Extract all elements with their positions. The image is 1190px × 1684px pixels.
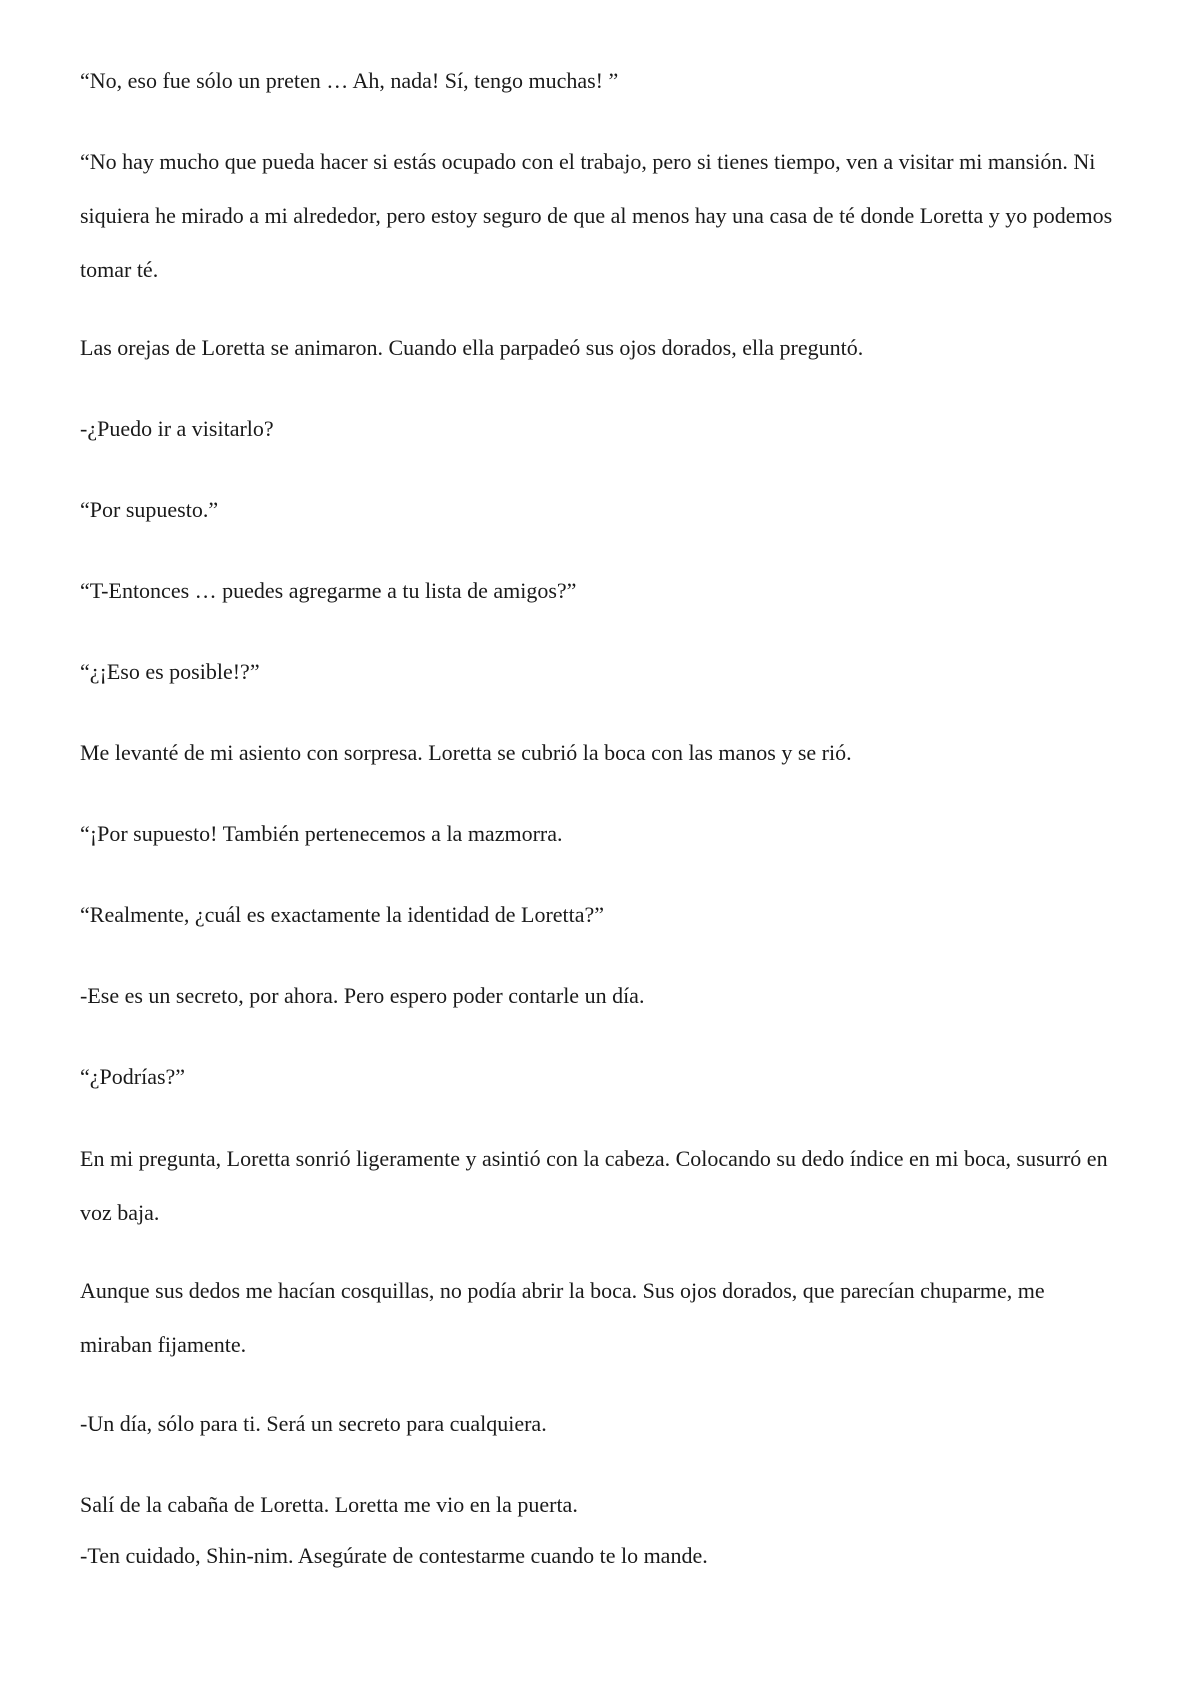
- paragraph-15: -Un día, sólo para ti. Será un secreto para cualquiera.: [80, 1411, 547, 1436]
- paragraph-16: Salí de la cabaña de Loretta. Loretta me vio en la puerta.: [80, 1492, 578, 1517]
- paragraph-12: “¿Podrías?”: [80, 1064, 186, 1089]
- paragraph-4: -¿Puedo ir a visitarlo?: [80, 416, 274, 441]
- paragraph-8: Me levanté de mi asiento con sorpresa. Loretta se cubrió la boca con las manos y se rió.: [80, 740, 852, 765]
- paragraph-11: -Ese es un secreto, por ahora. Pero espero poder contarle un día.: [80, 983, 645, 1008]
- paragraph-1: “No, eso fue sólo un preten … Ah, nada! Sí, tengo muchas! ”: [80, 68, 619, 93]
- paragraph-9: “¡Por supuesto! También pertenecemos a la mazmorra.: [80, 821, 563, 846]
- paragraph-14: Aunque sus dedos me hacían cosquillas, no podía abrir la boca. Sus ojos dorados, que parecían chuparme, me miraban fijamente.: [80, 1278, 1045, 1357]
- paragraph-13: En mi pregunta, Loretta sonrió ligeramente y asintió con la cabeza. Colocando su dedo índice en mi boca, susurró en voz baja.: [80, 1146, 1108, 1225]
- paragraph-3: Las orejas de Loretta se animaron. Cuando ella parpadeó sus ojos dorados, ella preguntó.: [80, 335, 864, 360]
- paragraph-7: “¿¡Eso es posible!?”: [80, 659, 260, 684]
- paragraph-2: “No hay mucho que pueda hacer si estás ocupado con el trabajo, pero si tienes tiempo, ven a visitar mi mansión. Ni siquiera he mirado a mi alrededor, pero estoy seguro de que al menos hay una casa de té donde Loretta y yo podemos tomar té.: [80, 149, 1113, 282]
- paragraph-6: “T-Entonces … puedes agregarme a tu lista de amigos?”: [80, 578, 577, 603]
- paragraph-5: “Por supuesto.”: [80, 497, 219, 522]
- paragraph-17: -Ten cuidado, Shin-nim. Asegúrate de contestarme cuando te lo mande.: [80, 1543, 708, 1568]
- paragraph-10: “Realmente, ¿cuál es exactamente la identidad de Loretta?”: [80, 902, 605, 927]
